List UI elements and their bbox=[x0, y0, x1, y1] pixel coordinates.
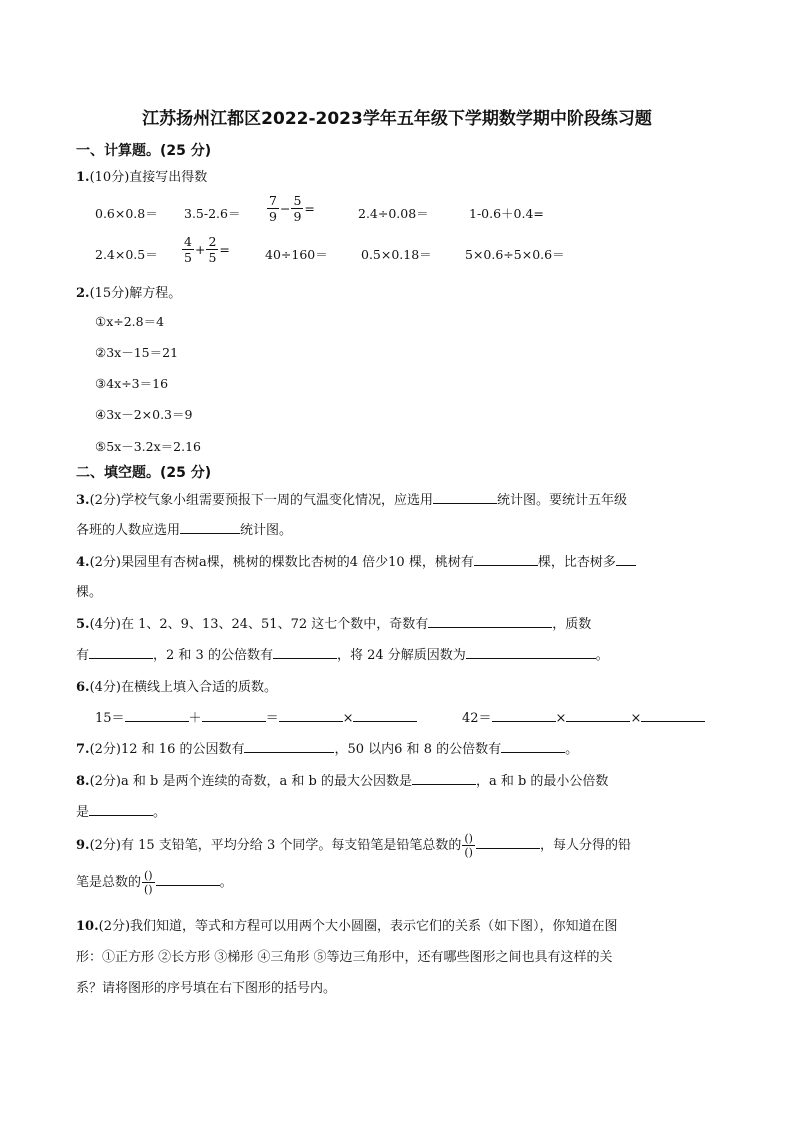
question-3 bbox=[76, 489, 627, 508]
question-10-cont1: 形：①正方形 ②长方形 ③梯形 ④三角形 ⑤等边三角形中，还有哪些图形之间也具有这样的关 bbox=[76, 950, 613, 965]
frac-den: 9 bbox=[269, 209, 277, 224]
question-5-cont bbox=[76, 644, 609, 663]
question-text: ，每人分得的铅 bbox=[539, 838, 631, 853]
question-number: 10. bbox=[76, 919, 99, 934]
frac-op: + bbox=[194, 242, 206, 257]
question-number: 4. bbox=[76, 555, 90, 570]
question-10-cont2: 系？请将图形的序号填在右下图形的括号内。 bbox=[76, 981, 337, 996]
question-text: 在横线上填入合适的质数。 bbox=[121, 680, 278, 695]
question-9-cont bbox=[76, 869, 233, 896]
question-3-cont bbox=[76, 519, 292, 538]
question-6 bbox=[76, 676, 277, 695]
equation-item: ④3x－2×0.3＝9 bbox=[95, 407, 193, 422]
answer-blank[interactable] bbox=[244, 738, 334, 753]
question-text: ，2 和 3 的公倍数有 bbox=[153, 648, 273, 663]
section-1-heading: 一、计算题。(25 分) bbox=[76, 143, 212, 159]
frac-eq: = bbox=[304, 201, 315, 216]
equation-item: ①x÷2.8＝4 bbox=[95, 314, 165, 329]
frac-num: 7 bbox=[269, 193, 277, 208]
question-number: 3. bbox=[76, 493, 90, 508]
question-text: 统计图。 bbox=[240, 523, 293, 538]
answer-blank[interactable] bbox=[156, 871, 220, 886]
answer-blank[interactable] bbox=[89, 644, 153, 659]
question-text: 统计图。要统计五年级 bbox=[497, 493, 628, 508]
frac-den: () bbox=[464, 846, 473, 859]
times-sign: × bbox=[630, 711, 642, 726]
question-score: (2分) bbox=[89, 493, 121, 508]
question-text: 果园里有杏树a棵，桃树的棵数比杏树的4 倍少10 棵，桃树有 bbox=[121, 555, 474, 570]
answer-blank[interactable] bbox=[125, 707, 189, 722]
question-number: 7. bbox=[76, 742, 90, 757]
question-text: 各班的人数应选用 bbox=[76, 523, 181, 538]
answer-blank[interactable] bbox=[501, 738, 565, 753]
question-text: 12 和 16 的公因数有 bbox=[121, 742, 245, 757]
question-text: 是 bbox=[76, 805, 90, 820]
question-number: 5. bbox=[76, 617, 90, 632]
question-text: 笔是总数的 bbox=[76, 875, 142, 890]
question-text: 在 1、2、9、13、24、51、72 这七个数中，奇数有 bbox=[121, 617, 429, 632]
answer-blank[interactable] bbox=[566, 707, 630, 722]
question-number: 8. bbox=[76, 774, 90, 789]
times-sign: × bbox=[555, 711, 567, 726]
question-text: 。 bbox=[219, 875, 233, 890]
frac-den: 5 bbox=[184, 250, 192, 265]
question-7 bbox=[76, 738, 578, 757]
question-4-cont: 棵。 bbox=[76, 585, 103, 600]
calc-item: 3.5-2.6＝ bbox=[184, 206, 241, 221]
question-score: (2分) bbox=[89, 774, 121, 789]
answer-blank[interactable] bbox=[180, 519, 240, 534]
question-1 bbox=[76, 166, 207, 185]
question-number: 1. bbox=[76, 170, 90, 185]
question-number: 6. bbox=[76, 680, 90, 695]
frac-num: () bbox=[464, 832, 473, 845]
frac-den: 5 bbox=[208, 250, 217, 265]
question-score: (4分) bbox=[89, 617, 121, 632]
frac-den: 9 bbox=[293, 209, 302, 224]
question-5 bbox=[76, 613, 591, 632]
answer-blank[interactable] bbox=[433, 489, 497, 504]
fraction-expression-1 bbox=[266, 193, 315, 224]
question-8-cont bbox=[76, 801, 166, 820]
question-number: 9. bbox=[76, 838, 90, 853]
question-text: 。 bbox=[565, 742, 579, 757]
equation-item: ②3x－15＝21 bbox=[95, 345, 179, 360]
question-4 bbox=[76, 551, 636, 570]
answer-blank[interactable] bbox=[89, 801, 153, 816]
frac-num: 2 bbox=[208, 234, 217, 249]
answer-blank[interactable] bbox=[474, 551, 538, 566]
answer-blank[interactable] bbox=[476, 834, 540, 849]
frac-den: () bbox=[144, 883, 153, 896]
question-text: 有 15 支铅笔，平均分给 3 个同学。每支铅笔是铅笔总数的 bbox=[121, 838, 462, 853]
times-sign: × bbox=[342, 711, 354, 726]
question-number: 2. bbox=[76, 286, 90, 301]
question-text: ，将 24 分解质因数为 bbox=[336, 648, 466, 663]
answer-blank[interactable] bbox=[279, 707, 343, 722]
calc-item: 0.6×0.8＝ bbox=[95, 206, 158, 221]
question-text: 。 bbox=[595, 648, 609, 663]
frac-num: () bbox=[144, 869, 153, 882]
answer-blank[interactable] bbox=[273, 644, 337, 659]
question-text: 我们知道，等式和方程可以用两个大小圆圈，表示它们的关系（如下图），你知道在图 bbox=[130, 919, 618, 934]
frac-eq: = bbox=[219, 242, 230, 257]
frac-num: 5 bbox=[293, 193, 302, 208]
question-8 bbox=[76, 770, 608, 789]
frac-num: 4 bbox=[184, 234, 192, 249]
question-6-eq1 bbox=[95, 707, 417, 726]
question-text: 。 bbox=[153, 805, 167, 820]
question-score: (4分) bbox=[89, 680, 121, 695]
answer-blank[interactable] bbox=[202, 707, 266, 722]
question-score: (2分) bbox=[89, 555, 121, 570]
equation-item: ③4x÷3＝16 bbox=[95, 376, 169, 391]
eq-lhs: 15＝ bbox=[95, 711, 125, 726]
frac-op: − bbox=[279, 201, 291, 216]
question-score: (15分) bbox=[89, 286, 130, 301]
question-10 bbox=[76, 915, 618, 934]
question-9 bbox=[76, 832, 631, 859]
equation-item: ⑤5x－3.2x＝2.16 bbox=[95, 439, 201, 454]
calc-item: 40÷160＝ bbox=[265, 247, 328, 262]
calc-item: 2.4÷0.08＝ bbox=[358, 206, 429, 221]
section-2-heading: 二、填空题。(25 分) bbox=[76, 465, 212, 481]
question-score: (2分) bbox=[89, 742, 121, 757]
calc-item: 5×0.6÷5×0.6＝ bbox=[465, 247, 565, 262]
question-2 bbox=[76, 282, 181, 301]
page-title: 江苏扬州江都区2022-2023学年五年级下学期数学期中阶段练习题 bbox=[142, 109, 652, 129]
answer-blank[interactable] bbox=[616, 551, 636, 566]
question-text: a 和 b 是两个连续的奇数，a 和 b 的最大公因数是 bbox=[121, 774, 412, 789]
question-text: ，50 以内6 和 8 的公倍数有 bbox=[334, 742, 502, 757]
answer-blank[interactable] bbox=[353, 707, 417, 722]
eq-lhs: 42＝ bbox=[462, 711, 492, 726]
question-score: (10分) bbox=[89, 170, 130, 185]
question-text: 棵，比杏树多 bbox=[537, 555, 616, 570]
question-score: (2分) bbox=[89, 838, 121, 853]
calc-item: 2.4×0.5＝ bbox=[95, 247, 158, 262]
answer-blank[interactable] bbox=[641, 707, 705, 722]
fraction-expression-2 bbox=[181, 234, 230, 265]
question-text: 直接写出得数 bbox=[129, 170, 208, 185]
calc-item: 1-0.6＋0.4= bbox=[469, 206, 544, 221]
question-text: ，质数 bbox=[552, 617, 592, 632]
question-text: 学校气象小组需要预报下一周的气温变化情况，应选用 bbox=[121, 493, 434, 508]
question-text: 有 bbox=[76, 648, 90, 663]
question-score: (2分) bbox=[98, 919, 131, 934]
equals-sign: ＝ bbox=[265, 711, 279, 726]
answer-blank[interactable] bbox=[466, 644, 596, 659]
calc-item: 0.5×0.18＝ bbox=[361, 247, 432, 262]
question-6-eq2 bbox=[462, 707, 705, 726]
answer-blank[interactable] bbox=[492, 707, 556, 722]
plus-sign: ＋ bbox=[188, 711, 202, 726]
answer-blank[interactable] bbox=[412, 770, 476, 785]
question-text: ，a 和 b 的最小公倍数 bbox=[475, 774, 609, 789]
question-text: 解方程。 bbox=[129, 286, 182, 301]
answer-blank[interactable] bbox=[428, 613, 552, 628]
